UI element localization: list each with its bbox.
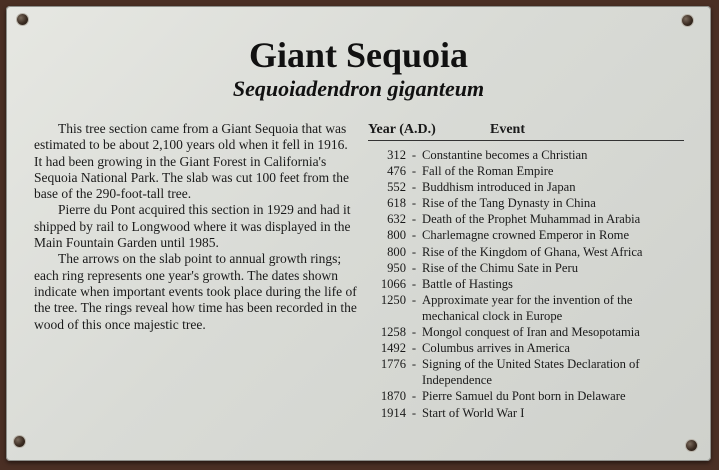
timeline-year: 552 — [387, 180, 406, 195]
timeline-event: Columbus arrives in America — [422, 341, 570, 356]
timeline-rows — [368, 147, 684, 421]
timeline-event: Fall of the Roman Empire — [422, 164, 554, 179]
timeline-dash: - — [411, 196, 417, 211]
timeline-row — [368, 340, 684, 356]
timeline-row — [368, 324, 684, 340]
timeline-event: Rise of the Tang Dynasty in China — [422, 196, 596, 211]
sign-plaque — [6, 6, 711, 461]
timeline-year: 312 — [387, 148, 406, 162]
timeline-row — [368, 388, 684, 404]
timeline-event: Buddhism introduced in Japan — [422, 180, 576, 195]
timeline-row — [368, 405, 684, 421]
timeline-year: 1914 — [380, 405, 406, 420]
timeline-year: 632 — [387, 212, 406, 227]
timeline-year: 1492 — [380, 341, 406, 356]
timeline-year: 1870 — [380, 389, 406, 404]
paragraph: This tree section came from a Giant Sequoia that was estimated to be about 2,100 years old when it fell in 1916. It had been growing in the Giant Forest in California's Sequoia National Park. The slab was cut 100 feet from the base of the 290-foot-tall tree. — [34, 121, 350, 202]
year-column-header: Year (A.D.) — [368, 122, 436, 137]
timeline-dash: - — [411, 325, 417, 340]
timeline-row — [368, 195, 684, 211]
timeline-row — [368, 147, 684, 163]
timeline-event: Charlemagne crowned Emperor in Rome — [422, 228, 630, 243]
timeline-event: Pierre Samuel du Pont born in Delaware — [422, 389, 626, 404]
timeline-row — [368, 276, 684, 292]
timeline-dash: - — [411, 341, 417, 356]
timeline-year: 1250 — [380, 292, 406, 307]
timeline-dash: - — [411, 260, 417, 275]
timeline-year: 800 — [387, 244, 406, 259]
plaque-subtitle: Sequoiadendron giganteum — [232, 76, 485, 101]
description-text — [34, 121, 359, 333]
plaque-title: Giant Sequoia — [248, 35, 469, 75]
timeline-event: Mongol conquest of Iran and Mesopotamia — [422, 325, 640, 340]
event-column-header: Event — [490, 122, 525, 137]
screw-icon — [682, 15, 693, 26]
timeline-event: Death of the Prophet Muhammad in Arabia — [422, 212, 641, 227]
timeline-event: Signing of the United States Declaration of Independence — [422, 357, 640, 388]
timeline-event: Start of World War I — [422, 405, 525, 420]
timeline-event: Battle of Hastings — [422, 276, 513, 291]
timeline-dash: - — [411, 276, 417, 291]
timeline-event: Rise of the Kingdom of Ghana, West Africa — [422, 244, 643, 259]
timeline-event: Rise of the Chimu Sate in Peru — [422, 260, 579, 275]
timeline-dash: - — [411, 148, 417, 162]
paragraph: Pierre du Pont acquired this section in 1929 and had it shipped by rail to Longwood where it was displayed in the Main Fountain Garden until 1985. — [34, 202, 351, 251]
timeline-row — [368, 356, 684, 388]
timeline-row — [368, 211, 684, 227]
timeline-year: 1776 — [380, 357, 406, 372]
timeline-year: 800 — [387, 228, 406, 243]
timeline-year: 1066 — [380, 276, 406, 291]
timeline-header — [368, 121, 684, 141]
timeline-event: Constantine becomes a Christian — [422, 148, 588, 162]
paragraph: The arrows on the slab point to annual growth rings; each ring represents one year's growth. The dates shown indicate when important events took place during the life of the tree. The rings reveal how time has been recorded in the wood of this once majestic tree. — [34, 251, 357, 332]
timeline-dash: - — [411, 357, 417, 372]
timeline-row — [368, 163, 684, 179]
timeline-dash: - — [411, 292, 417, 307]
timeline-dash: - — [411, 244, 417, 259]
timeline-dash: - — [411, 180, 417, 195]
screw-icon — [14, 436, 25, 447]
timeline-table — [368, 121, 684, 421]
timeline-row — [368, 227, 684, 243]
screw-icon — [17, 14, 28, 25]
timeline-year: 1258 — [380, 325, 406, 340]
timeline-dash: - — [411, 228, 417, 243]
timeline-dash: - — [411, 405, 417, 420]
timeline-dash: - — [411, 212, 417, 227]
timeline-year: 950 — [387, 260, 406, 275]
timeline-event: Approximate year for the invention of the mechanical clock in Europe — [422, 292, 633, 323]
timeline-row — [368, 244, 684, 260]
timeline-row — [368, 179, 684, 195]
screw-icon — [686, 440, 697, 451]
timeline-year: 618 — [387, 196, 406, 211]
timeline-dash: - — [411, 164, 417, 179]
timeline-dash: - — [411, 389, 417, 404]
timeline-row — [368, 260, 684, 276]
timeline-year: 476 — [387, 164, 406, 179]
timeline-row — [368, 292, 684, 324]
